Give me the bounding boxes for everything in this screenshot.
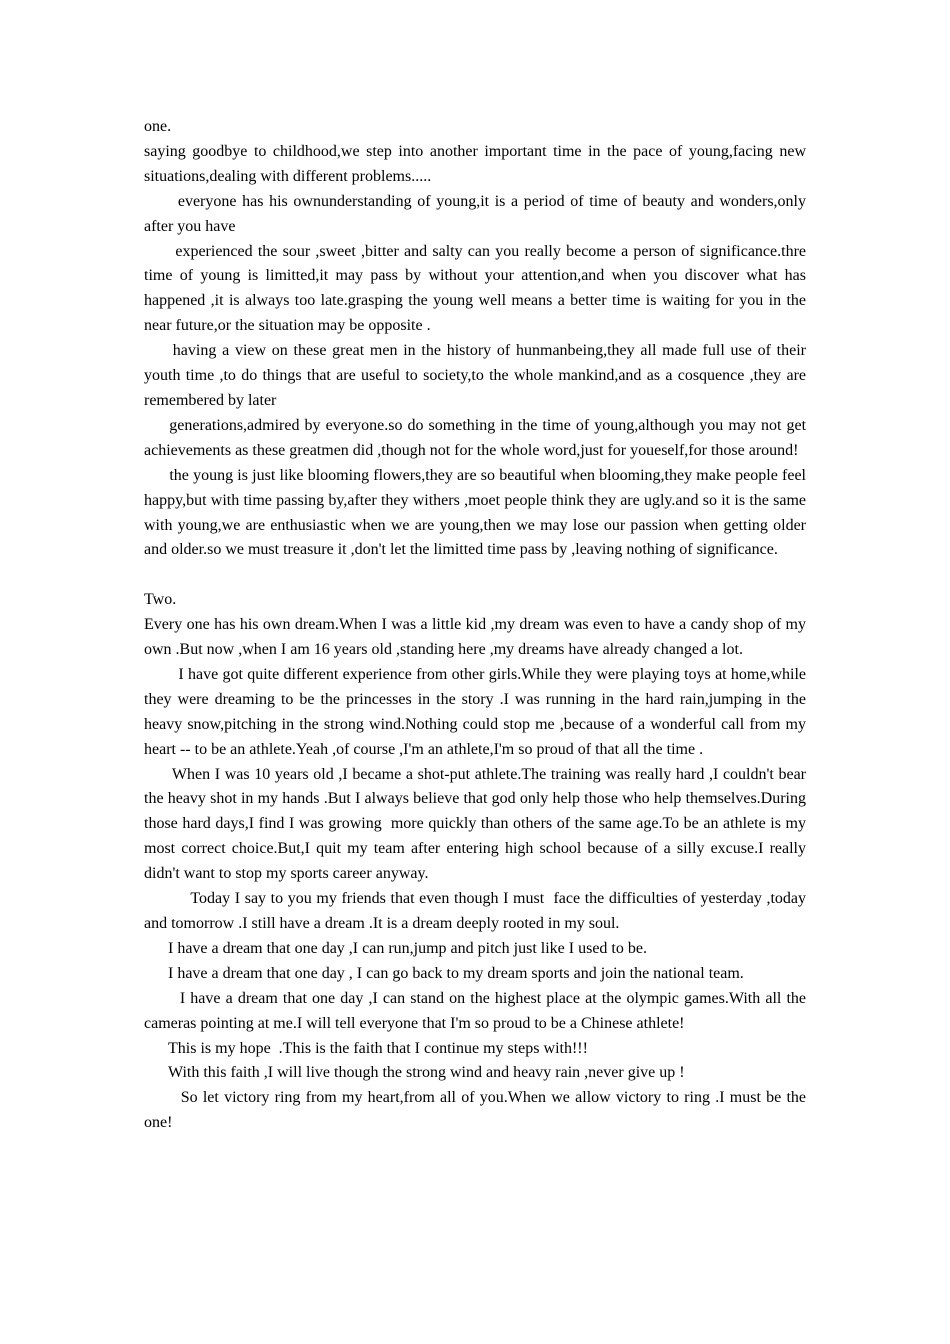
section-one-paragraph: saying goodbye to childhood,we step into another important time in the pace of young,facing new situations,dealing with different problems..... [144, 142, 810, 185]
section-one-paragraph: experienced the sour ,sweet ,bitter and salty can you really become a person of significance.thre time of young is limitted,it may pass by without your attention,and when you discover what has happened ,it is always too late.grasping the young well means a better time is waiting for you in the near future,or the situation may be opposite . [144, 242, 811, 335]
section-one-paragraph: generations,admired by everyone.so do something in the time of young,although you may not get achievements as these greatmen did ,though not for the whole word,just for youeself,for those around! [144, 416, 811, 459]
section-one-heading: one. [144, 118, 172, 135]
section-one-paragraph: having a view on these great men in the history of hunmanbeing,they all made full use of their youth time ,to do things that are useful to society,to the whole mankind,and as a cosquence ,they are remembered by later [144, 342, 811, 409]
section-two-paragraph: I have got quite different experience from other girls.While they were playing toys at home,while they were dreaming to be the princesses in the story .I was running in the hard rain,jumping in the heavy snow,pitching in the strong wind.Nothing could stop me ,because of a wonderful call from my heart -- to be an athlete.Yeah ,of course ,I'm an athlete,I'm so proud of that all the time . [144, 665, 811, 758]
section-two-paragraph: Today I say to you my friends that even though I must face the difficulties of yesterday ,today and tomorrow .I still have a dream .It is a dream deeply rooted in my soul. [144, 890, 811, 932]
section-two-heading: Two. [144, 591, 177, 609]
section-two-paragraph: So let victory ring from my heart,from all of you.When we allow victory to ring .I must be the one! [144, 1089, 811, 1132]
section-one-paragraph: everyone has his ownunderstanding of young,it is a period of time of beauty and wonders,only after you have [144, 192, 811, 235]
document-page [144, 115, 811, 1136]
section-spacer [144, 563, 806, 588]
section-two-paragraph: With this faith ,I will live though the strong wind and heavy rain ,never give up ! [144, 1064, 685, 1082]
section-two-paragraph: This is my hope .This is the faith that I continue my steps with!!! [144, 1039, 588, 1057]
section-two-paragraph: I have a dream that one day ,I can stand on the highest place at the olympic games.With all the cameras pointing at me.I will tell everyone that I'm so proud to be a Chinese athlete! [144, 989, 811, 1032]
section-two-paragraph: Every one has his own dream.When I was a little kid ,my dream was even to have a candy shop of my own .But now ,when I am 16 years old ,standing here ,my dreams have already changed a lot. [144, 616, 810, 659]
section-two-paragraph: When I was 10 years old ,I became a shot-put athlete.The training was really hard ,I couldn't bear the heavy shot in my hands .But I always believe that god only help those who help themselves.During those hard days,I find I was growing more quickly than others of the same age.To be an athlete is my most correct choice.But,I quit my team after entering high school because of a silly excuse.I really didn't want to stop my sports career anyway. [144, 765, 811, 883]
section-two-paragraph: I have a dream that one day ,I can run,jump and pitch just like I used to be. [144, 939, 647, 957]
section-one-paragraph: the young is just like blooming flowers,they are so beautiful when blooming,they make people feel happy,but with time passing by,after they withers ,moet people think they are ugly.and so it is the same with young,we are enthusiastic when we are young,then we may lose our passion when getting older and older.so we must treasure it ,don't let the limitted time pass by ,leaving nothing of significance. [144, 466, 810, 559]
section-two-paragraph: I have a dream that one day , I can go back to my dream sports and join the national team. [144, 964, 744, 982]
